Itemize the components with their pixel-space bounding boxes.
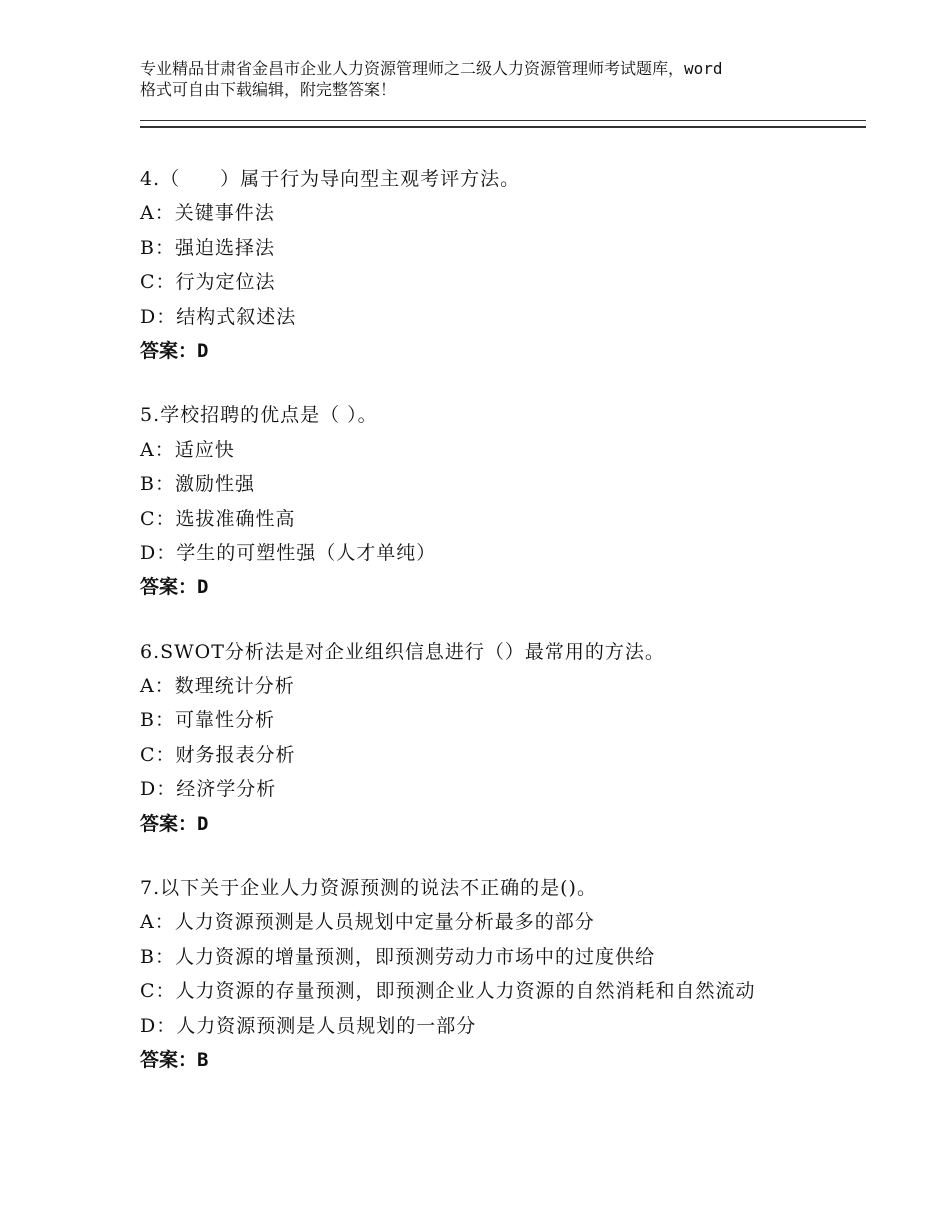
option-d: D：学生的可塑性强（人才单纯） xyxy=(140,541,437,564)
question-list xyxy=(140,162,866,1107)
answer-label: 答案：B xyxy=(140,1048,209,1071)
header-line-1: 专业精品甘肃省金昌市企业人力资源管理师之二级人力资源管理师考试题库，word xyxy=(140,59,723,78)
option-d: D：结构式叙述法 xyxy=(140,305,297,328)
option-b: B：强迫选择法 xyxy=(140,236,275,259)
question-4 xyxy=(140,162,866,368)
answer-label: 答案：D xyxy=(140,339,209,362)
option-c: C：选拔准确性高 xyxy=(140,507,296,530)
header-line-2: 格式可自由下载编辑，附完整答案！ xyxy=(140,80,397,99)
option-a: A：数理统计分析 xyxy=(140,675,295,698)
option-c: C：财务报表分析 xyxy=(140,743,296,766)
question-stem: 7.以下关于企业人力资源预测的说法不正确的是()。 xyxy=(140,877,597,900)
question-5 xyxy=(140,398,866,604)
question-7 xyxy=(140,871,866,1077)
option-a: A：人力资源预测是人员规划中定量分析最多的部分 xyxy=(140,911,595,934)
question-stem: 6.SWOT分析法是对企业组织信息进行（）最常用的方法。 xyxy=(140,640,665,663)
header-divider xyxy=(140,120,866,128)
answer-label: 答案：D xyxy=(140,812,209,835)
option-d: D：人力资源预测是人员规划的一部分 xyxy=(140,1014,477,1037)
question-stem: 4.（ ）属于行为导向型主观考评方法。 xyxy=(140,168,521,190)
option-a: A：关键事件法 xyxy=(140,202,275,225)
question-6 xyxy=(140,635,866,841)
question-stem: 5.学校招聘的优点是（ ）。 xyxy=(140,404,378,427)
option-c: C：人力资源的存量预测，即预测企业人力资源的自然消耗和自然流动 xyxy=(140,980,756,1003)
option-b: B：可靠性分析 xyxy=(140,709,275,732)
option-b: B：人力资源的增量预测，即预测劳动力市场中的过度供给 xyxy=(140,945,655,968)
option-a: A：适应快 xyxy=(140,438,235,461)
option-b: B：激励性强 xyxy=(140,473,255,496)
option-c: C：行为定位法 xyxy=(140,271,276,294)
document-header xyxy=(140,58,840,100)
option-d: D：经济学分析 xyxy=(140,778,277,801)
answer-label: 答案：D xyxy=(140,576,209,599)
